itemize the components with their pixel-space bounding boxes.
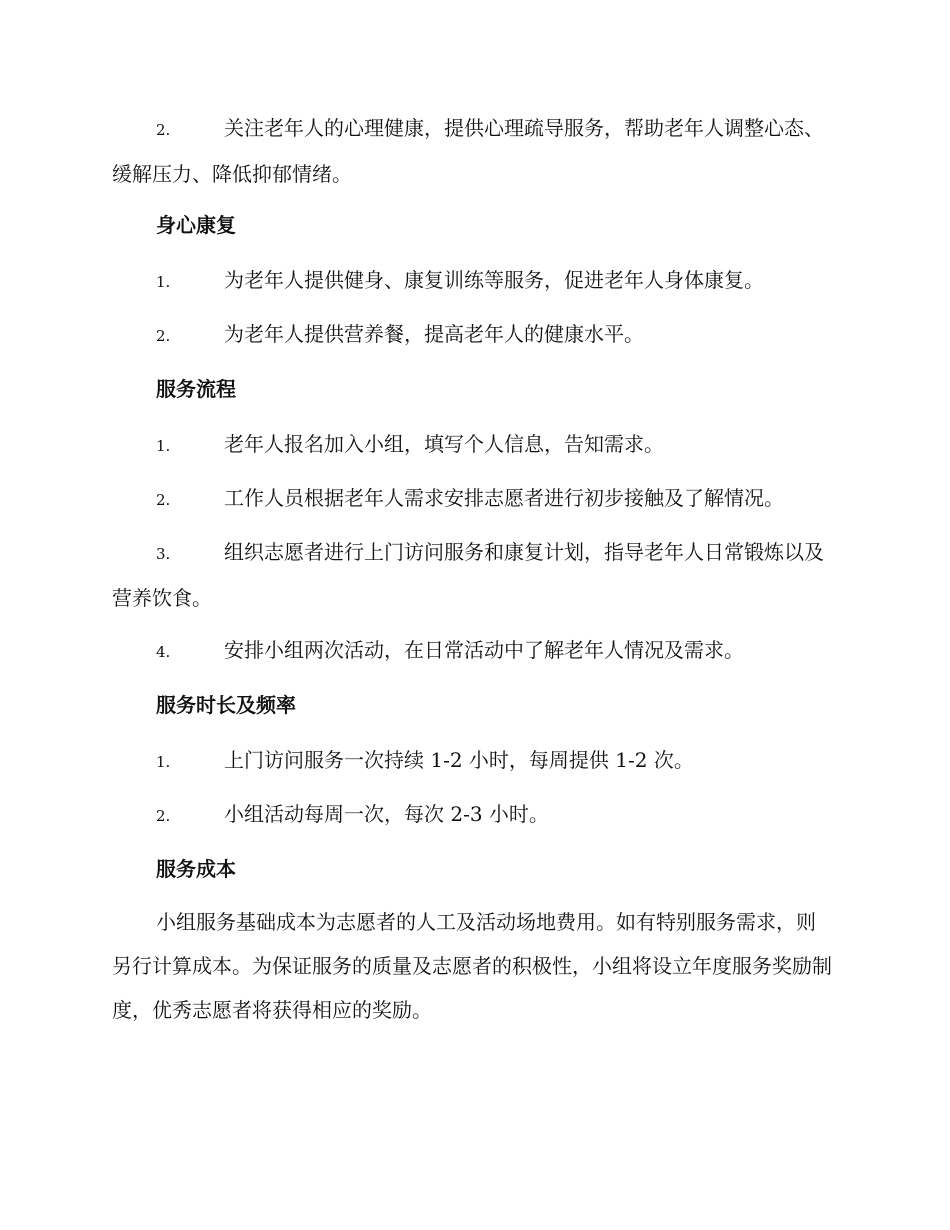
list-number: 2.	[156, 491, 171, 509]
list-number: 2.	[156, 807, 171, 825]
list-number: 3.	[156, 545, 171, 563]
list-number: 4.	[156, 643, 171, 661]
list-number: 1.	[156, 437, 171, 455]
list-item	[112, 422, 834, 468]
list-number: 1.	[156, 273, 171, 291]
list-number: 2.	[156, 121, 171, 139]
list-text: 上门访问服务一次持续 1-2 小时，每周提供 1-2 次。	[224, 748, 694, 772]
list-item	[112, 628, 834, 674]
section-heading-rehab: 身心康复	[156, 213, 236, 237]
list-item	[112, 476, 834, 522]
list-text: 为老年人提供营养餐，提高老年人的健康水平。	[224, 322, 644, 346]
list-text: 安排小组两次活动，在日常活动中了解老年人情况及需求。	[224, 638, 744, 662]
list-text: 为老年人提供健身、康复训练等服务，促进老年人身体康复。	[224, 268, 764, 292]
section-heading-process: 服务流程	[156, 377, 236, 401]
list-item	[112, 530, 834, 620]
list-item	[112, 738, 834, 784]
list-text: 工作人员根据老年人需求安排志愿者进行初步接触及了解情况。	[224, 486, 784, 510]
list-item	[112, 258, 834, 304]
list-item	[112, 792, 834, 838]
list-text: 关注老年人的心理健康，提供心理疏导服务，帮助老年人调整心态、缓解压力、降低抑郁情绪。	[112, 116, 824, 186]
list-number: 2.	[156, 327, 171, 345]
list-text: 小组活动每周一次，每次 2-3 小时。	[224, 802, 549, 826]
cost-paragraph: 小组服务基础成本为志愿者的人工及活动场地费用。如有特别服务需求，则另行计算成本。为保证服务的质量及志愿者的积极性，小组将设立年度服务奖励制度，优秀志愿者将获得相应的奖励。	[112, 910, 832, 1022]
list-number: 1.	[156, 753, 171, 771]
section-heading-duration: 服务时长及频率	[156, 693, 296, 717]
section-heading-cost: 服务成本	[156, 857, 236, 881]
list-item	[112, 106, 834, 196]
list-text: 组织志愿者进行上门访问服务和康复计划，指导老年人日常锻炼以及营养饮食。	[112, 540, 824, 610]
list-text: 老年人报名加入小组，填写个人信息，告知需求。	[224, 432, 664, 456]
list-item	[112, 312, 834, 358]
